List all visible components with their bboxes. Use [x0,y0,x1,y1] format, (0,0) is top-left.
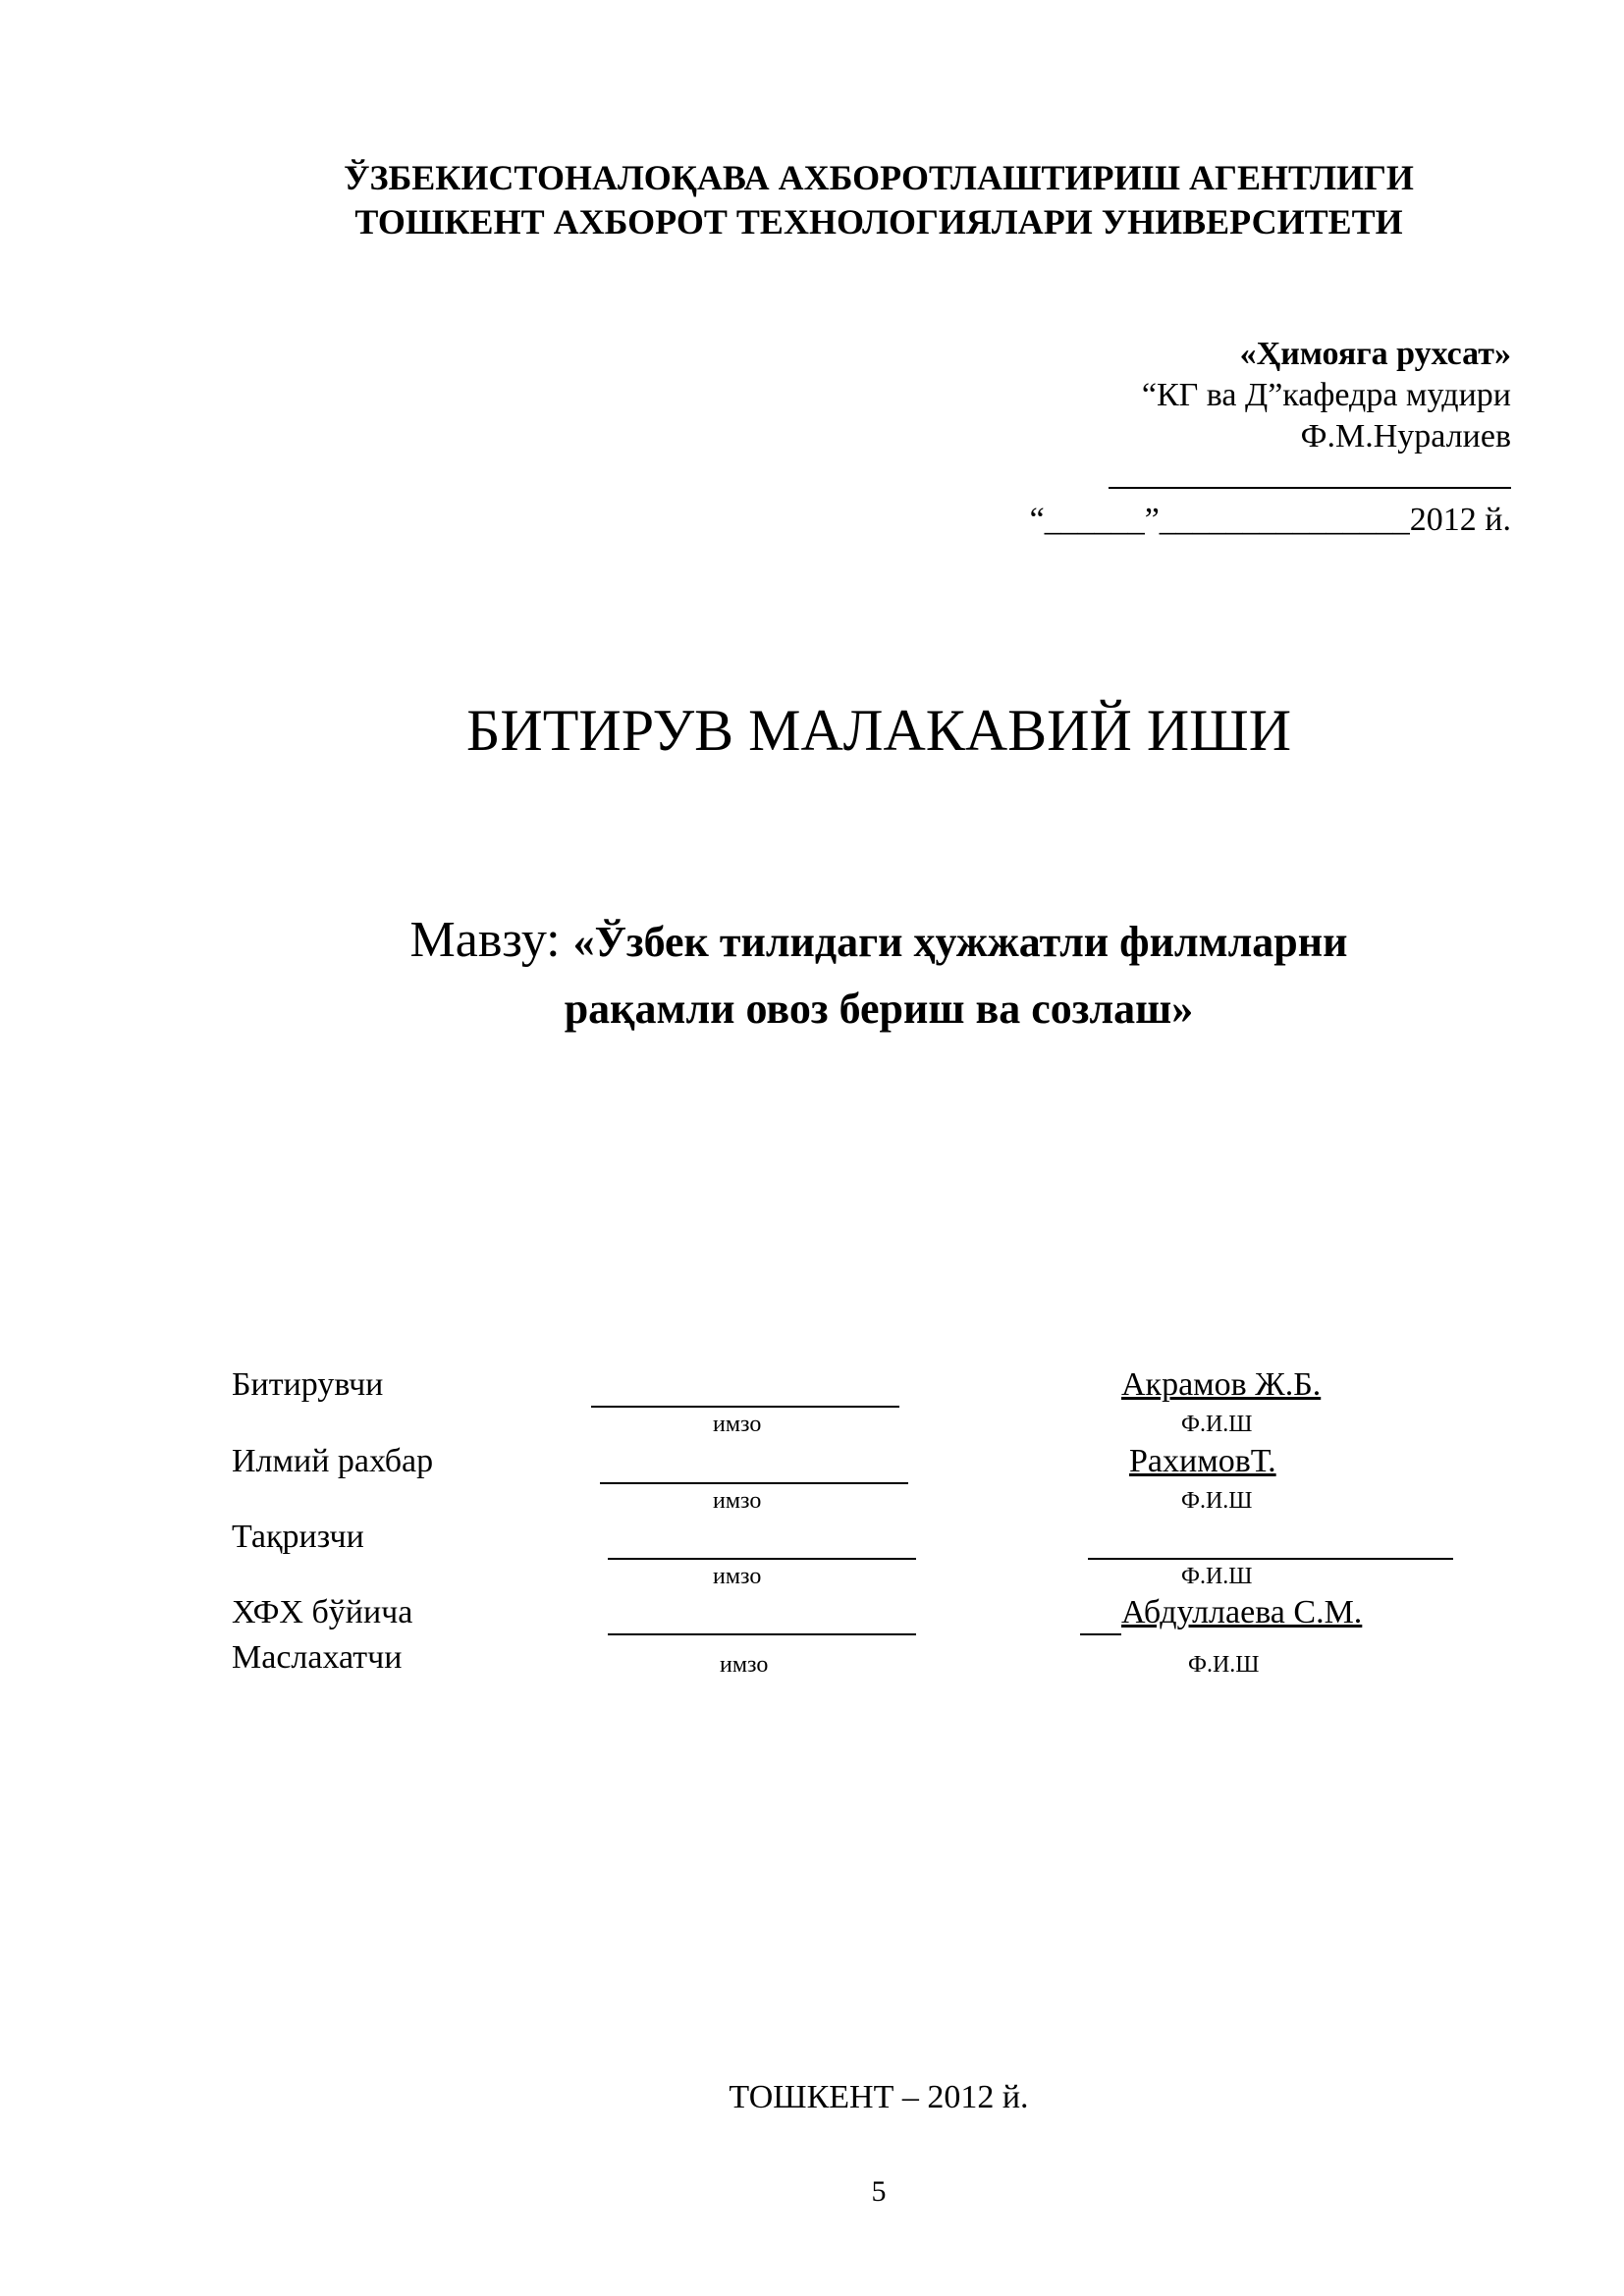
work-title: БИТИРУВ МАЛАКАВИЙ ИШИ [465,698,1292,763]
consultant-name-leading-line [1080,1633,1121,1635]
name-caption: Ф.И.Ш [1188,1652,1260,1678]
signature-role-supervisor: Илмий рахбар [232,1443,434,1479]
signatory-name-graduate: Акрамов Ж.Б. [1121,1366,1322,1403]
signature-caption: имзо [713,1412,762,1437]
signature-caption: имзо [720,1652,769,1678]
agency-name: ЎЗБЕКИСТОНАЛОҚАВА АХБОРОТЛАШТИРИШ АГЕНТЛИГИ [344,158,1414,197]
department-head-title: “КГ ва Д”кафедра мудири [1141,377,1511,413]
name-caption: Ф.И.Ш [1181,1412,1253,1437]
topic-line-1 [0,911,1624,969]
signature-line [591,1406,899,1408]
topic-text-part-1: «Ўзбек тилидаги ҳужжатли филмларни [572,918,1348,966]
signature-line [608,1633,916,1635]
signature-role-consultant-line-2: Маслахатчи [232,1639,403,1676]
city-year: ТОШКЕНТ – 2012 й. [729,2079,1029,2115]
reviewer-name-blank-line [1088,1558,1453,1560]
signatory-name-consultant: Абдуллаева С.М. [1121,1594,1363,1630]
university-name: ТОШКЕНТ АХБОРОТ ТЕХНОЛОГИЯЛАРИ УНИВЕРСИТЕТИ [354,202,1403,241]
signature-line [608,1558,916,1560]
department-head-name: Ф.М.Нуралиев [1300,418,1511,454]
signature-line [600,1482,908,1484]
approval-block [1030,334,1511,541]
topic-text-part-2: рақамли овоз бериш ва созлаш» [564,985,1194,1033]
approval-date-line: “______”_______________2012 й. [1029,502,1511,538]
page-number: 5 [871,2175,887,2208]
name-caption: Ф.И.Ш [1181,1488,1253,1514]
name-caption: Ф.И.Ш [1181,1564,1253,1589]
signature-blank-line [1030,457,1511,500]
signature-role-consultant-line-1: ХФХ бўйича [232,1594,413,1630]
signature-role-graduate: Битирувчи [232,1366,384,1403]
topic-label: Мавзу: [409,912,573,968]
approval-title: «Ҳимояга рухсат» [1239,336,1511,372]
signature-caption: имзо [713,1564,762,1589]
topic-line-2 [0,984,1624,1034]
signature-caption: имзо [713,1488,762,1514]
signature-role-reviewer: Тақризчи [232,1519,364,1555]
signatory-name-supervisor: РахимовТ. [1129,1443,1276,1479]
